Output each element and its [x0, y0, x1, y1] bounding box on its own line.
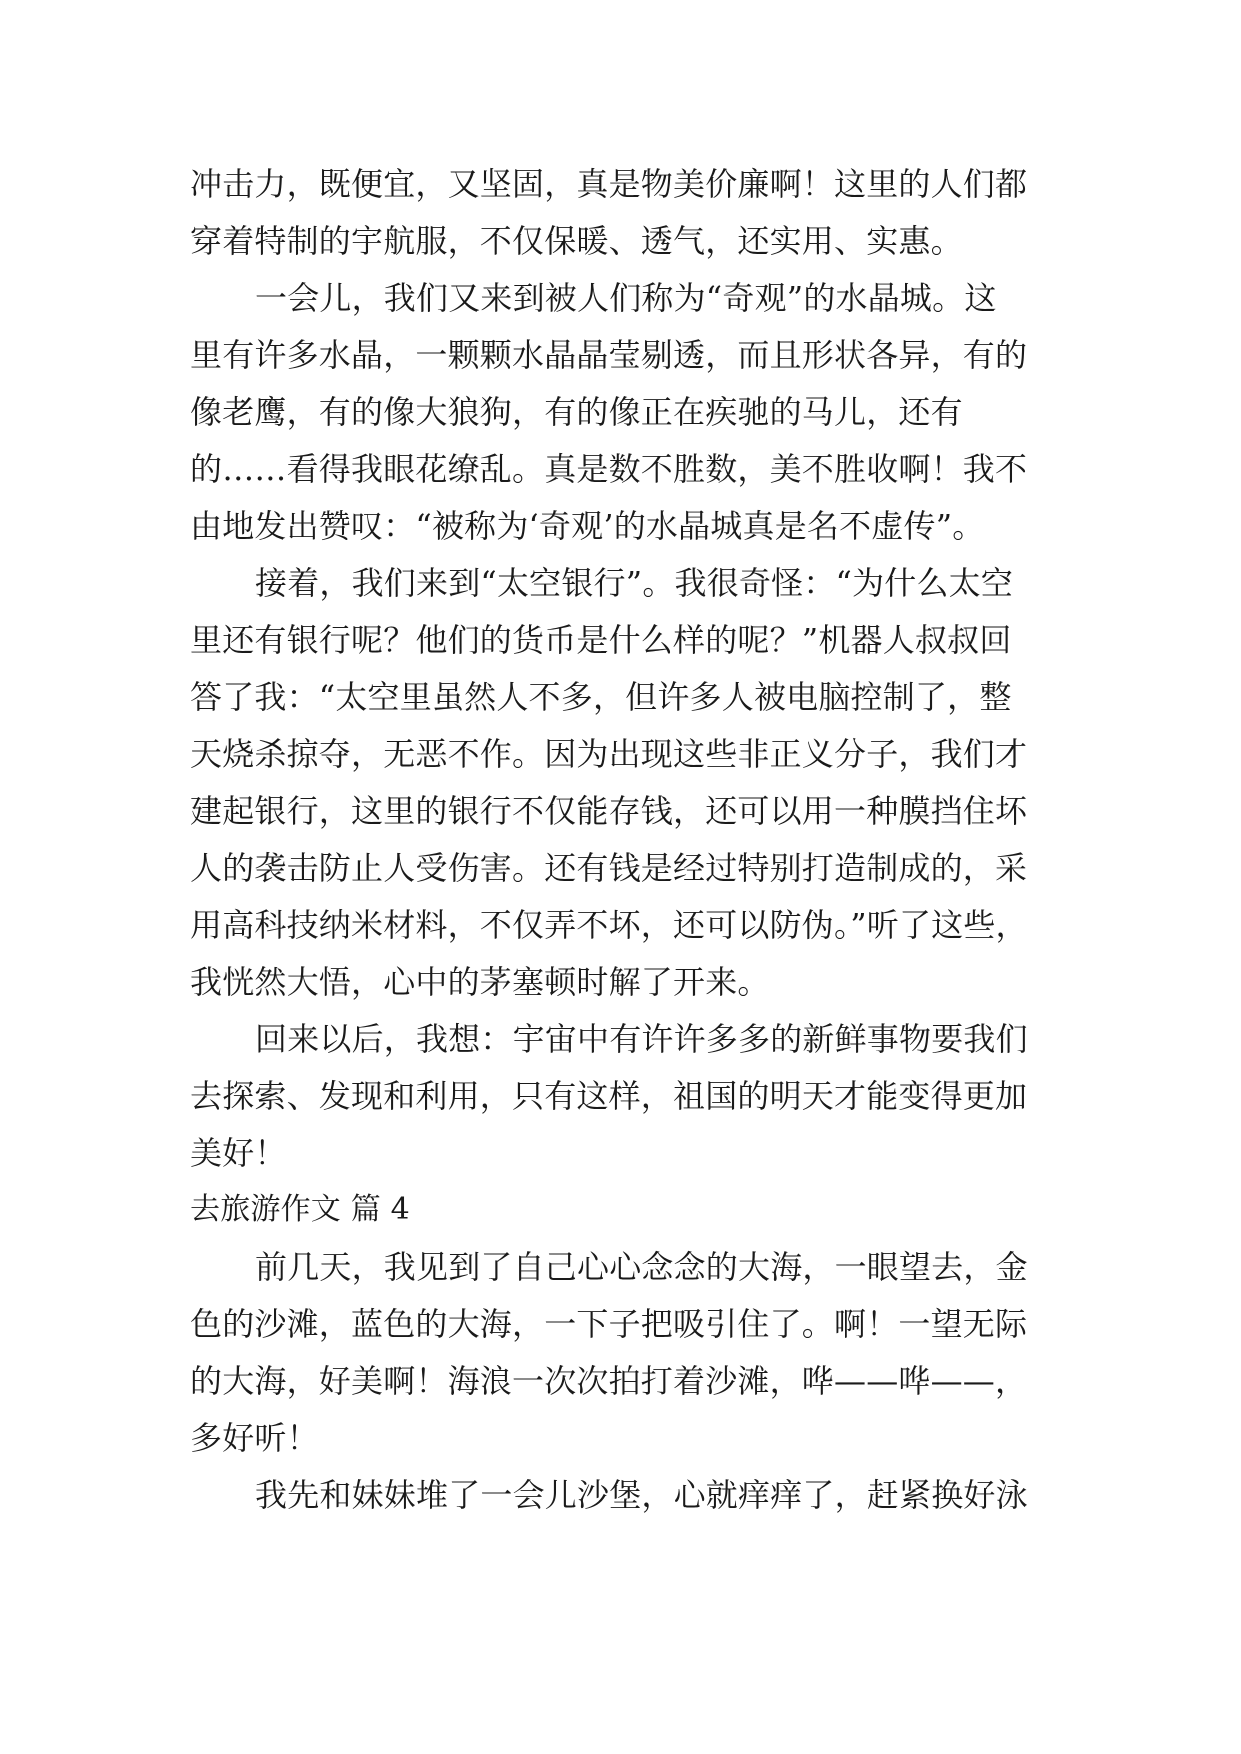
- text-line: 建起银行，这里的银行不仅能存钱，还可以用一种膜挡住坏: [190, 792, 1028, 830]
- text-line: 答了我：“太空里虽然人不多，但许多人被电脑控制了，整: [190, 678, 1012, 716]
- paragraph-start-line: 接着，我们来到“太空银行”。我很奇怪：“为什么太空: [255, 564, 1014, 602]
- text-line: 多好听！: [190, 1419, 319, 1457]
- text-line: 由地发出赞叹：“被称为‘奇观’的水晶城真是名不虚传”。: [190, 507, 985, 545]
- text-line: 用高科技纳米材料，不仅弄不坏，还可以防伪。”听了这些，: [190, 906, 1028, 944]
- text-line: 里还有银行呢？他们的货币是什么样的呢？”机器人叔叔回: [190, 621, 1012, 659]
- text-line: 穿着特制的宇航服，不仅保暖、透气，还实用、实惠。: [190, 222, 963, 260]
- text-line: 色的沙滩，蓝色的大海，一下子把吸引住了。啊！一望无际: [190, 1305, 1028, 1343]
- paragraph-start-line: 回来以后，我想：宇宙中有许许多多的新鲜事物要我们: [255, 1020, 1028, 1058]
- text-line: 人的袭击防止人受伤害。还有钱是经过特别打造制成的，采: [190, 849, 1028, 887]
- text-line: 去探索、发现和利用，只有这样，祖国的明天才能变得更加: [190, 1077, 1028, 1115]
- text-line: 美好！: [190, 1134, 287, 1172]
- text-line: 的……看得我眼花缭乱。真是数不胜数，美不胜收啊！我不: [190, 450, 1028, 488]
- text-line: 里有许多水晶，一颗颗水晶晶莹剔透，而且形状各异，有的: [190, 336, 1028, 374]
- paragraph-start-line: 我先和妹妹堆了一会儿沙堡，心就痒痒了，赶紧换好泳: [255, 1476, 1028, 1514]
- paragraph-start-line: 前几天，我见到了自己心心念念的大海，一眼望去，金: [255, 1248, 1028, 1286]
- text-line: 我恍然大悟，心中的茅塞顿时解了开来。: [190, 963, 770, 1001]
- section-heading: 去旅游作文 篇 4: [190, 1192, 410, 1227]
- text-line: 的大海，好美啊！海浪一次次拍打着沙滩，哗——哗——，: [190, 1362, 1028, 1400]
- text-line: 天烧杀掠夺，无恶不作。因为出现这些非正义分子，我们才: [190, 735, 1028, 773]
- text-line: 冲击力，既便宜，又坚固，真是物美价廉啊！这里的人们都: [190, 165, 1028, 203]
- text-line: 像老鹰，有的像大狼狗，有的像正在疾驰的马儿，还有: [190, 393, 963, 431]
- paragraph-start-line: 一会儿，我们又来到被人们称为“奇观”的水晶城。这: [255, 279, 997, 317]
